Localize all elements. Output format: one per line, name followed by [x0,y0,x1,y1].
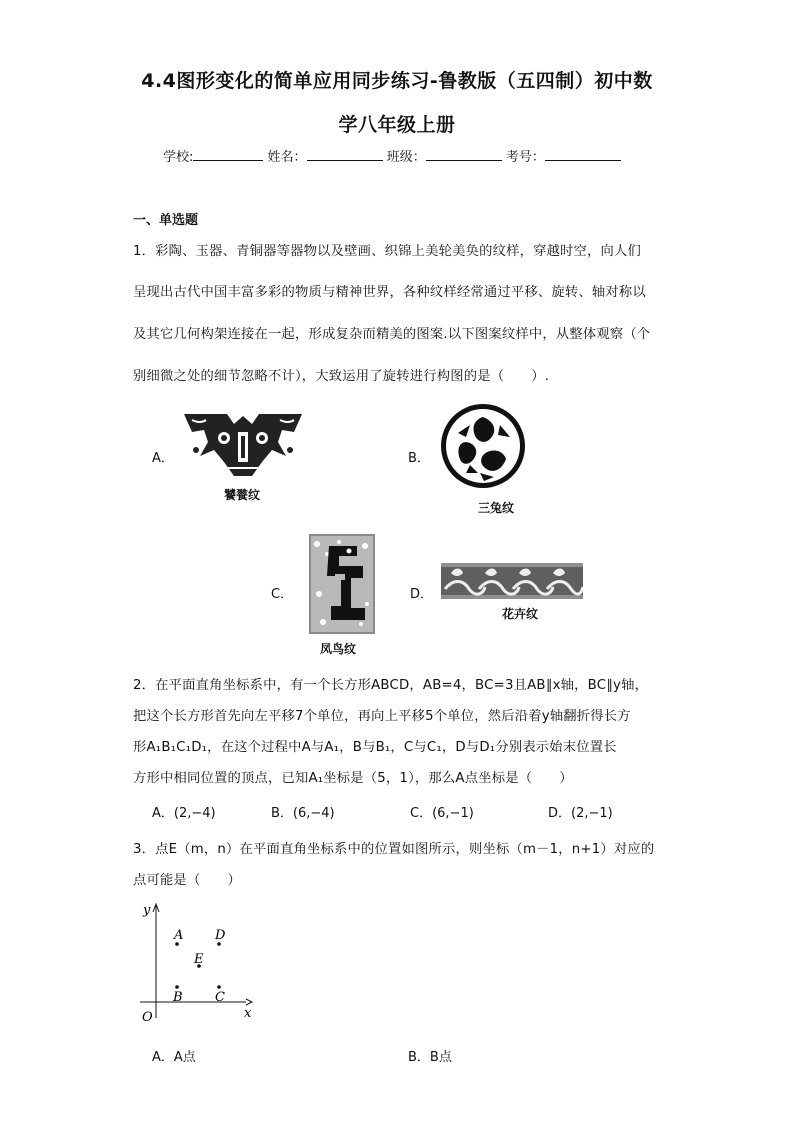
phoenix-pattern-image [309,534,375,634]
q3-line-1: 3．点E（m，n）在平面直角坐标系中的位置如图所示，则坐标（m－1，n+1）对应的 [133,842,655,857]
q1-option-b-caption: 三兔纹 [478,501,515,515]
taotie-pattern-image [182,410,304,482]
q2-line-1: 2．在平面直角坐标系中，有一个长方形ABCD，AB=4，BC=3且AB∥x轴，BC∥y轴， [133,678,649,693]
class-label: 班级： [386,150,426,165]
q2-line-4: 方形中相同位置的顶点，已知A₁坐标是（5，1），那么A点坐标是（ ） [133,771,573,786]
point-a-label: A [174,928,184,943]
q1-option-d-caption: 花卉纹 [502,607,539,621]
q3-option-b[interactable]: B．B点 [408,1050,452,1065]
coordinate-figure [130,898,260,1026]
q2-line-2: 把这个长方形首先向左平移7个单位，再向上平移5个单位，然后沿着y轴翻折得长方 [133,709,631,724]
q1-option-a-label[interactable]: A． [152,451,174,466]
page-title-line1: 4.4图形变化的简单应用同步练习-鲁教版（五四制）初中数 [141,70,653,92]
exam-no-label: 考号： [505,150,545,165]
school-blank[interactable] [193,148,263,161]
origin-label: O [142,1010,153,1025]
q1-option-b-label[interactable]: B． [408,451,430,466]
class-blank[interactable] [426,148,502,161]
flower-pattern-image [441,563,583,599]
page-title-line2: 学八年级上册 [338,114,456,136]
q2-option-a[interactable]: A．(2,−4) [152,806,216,821]
q1-option-a-caption: 饕餮纹 [224,488,261,502]
section-heading: 一、单选题 [133,213,199,228]
q1-option-c-caption: 凤鸟纹 [320,642,357,656]
exam-no-blank[interactable] [545,148,621,161]
q2-option-c[interactable]: C．(6,−1) [410,806,474,821]
name-label: 姓名： [267,150,307,165]
q3-line-2: 点可能是（ ） [133,873,241,888]
student-info-row [163,146,621,165]
y-axis-label: y [143,903,151,918]
x-axis-label: x [244,1006,252,1021]
school-label: 学校: [163,150,194,165]
q1-line-3: 及其它几何构架连接在一起，形成复杂而精美的图案.以下图案纹样中，从整体观察（个 [133,327,651,342]
q1-line-4: 别细微之处的细节忽略不计），大致运用了旋转进行构图的是（ ）. [133,369,550,384]
q1-line-1: 1．彩陶、玉器、青铜器等器物以及壁画、织锦上美轮美奂的纹样，穿越时空，向人们 [133,244,642,259]
point-c [217,985,221,989]
q2-option-d[interactable]: D．(2,−1) [548,806,613,821]
point-b-label: B [173,990,183,1005]
q1-option-c-label[interactable]: C． [271,587,294,602]
name-blank[interactable] [307,148,383,161]
point-d-label: D [215,928,226,943]
q3-option-a[interactable]: A．A点 [152,1050,196,1065]
q1-option-d-label[interactable]: D． [410,587,434,602]
q1-line-2: 呈现出古代中国丰富多彩的物质与精神世界，各种纹样经常通过平移、旋转、轴对称以 [133,285,646,300]
point-c-label: C [215,990,225,1005]
point-b [175,985,179,989]
three-rabbits-pattern-image [440,403,526,489]
q2-option-b[interactable]: B．(6,−4) [271,806,335,821]
q2-line-3: 形A₁B₁C₁D₁，在这个过程中A与A₁，B与B₁，C与C₁，D与D₁分别表示始末位置长 [133,740,617,755]
point-e-label: E [194,952,204,967]
